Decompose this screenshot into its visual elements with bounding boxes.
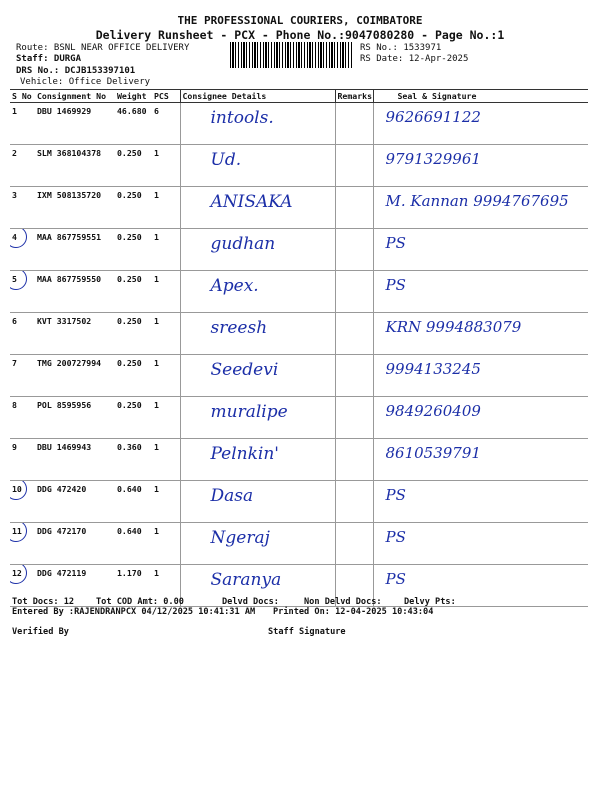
cell-consignment: DDG 472420 <box>35 481 115 523</box>
cell-pcs: 1 <box>152 187 180 229</box>
cell-remarks <box>335 271 373 313</box>
cell-consignment: DBU 1469943 <box>35 439 115 481</box>
delivery-points: Delvy Pts: <box>404 597 456 607</box>
verified-by: Verified By <box>12 627 69 637</box>
cell-sno: 3 <box>10 187 35 229</box>
cell-sno: 12 <box>10 565 35 607</box>
cell-pcs: 6 <box>152 103 180 145</box>
cell-consignee <box>180 313 335 355</box>
table-row <box>10 271 588 313</box>
table-row <box>10 187 588 229</box>
cell-weight: 0.640 <box>115 481 152 523</box>
cell-consignee <box>180 439 335 481</box>
delivered-docs: Delvd Docs: <box>222 597 279 607</box>
cell-weight: 0.250 <box>115 145 152 187</box>
cell-signature <box>373 229 588 271</box>
column-header-weight: Weight <box>115 90 152 103</box>
cell-sno: 11 <box>10 523 35 565</box>
cell-signature <box>373 313 588 355</box>
cell-signature <box>373 187 588 229</box>
cell-sno: 4 <box>10 229 35 271</box>
cell-remarks <box>335 145 373 187</box>
cell-weight: 0.250 <box>115 187 152 229</box>
cell-sno: 5 <box>10 271 35 313</box>
table-row <box>10 103 588 145</box>
handwritten-consignee: Ngeraj <box>210 528 270 548</box>
column-header-consignee: Consignee Details <box>180 90 335 103</box>
cell-pcs: 1 <box>152 145 180 187</box>
handwritten-signature: PS <box>385 234 406 252</box>
cell-remarks <box>335 103 373 145</box>
handwritten-signature: PS <box>385 486 406 504</box>
cell-sno: 9 <box>10 439 35 481</box>
cell-remarks <box>335 187 373 229</box>
cell-pcs: 1 <box>152 229 180 271</box>
table-row <box>10 481 588 523</box>
cell-sno: 6 <box>10 313 35 355</box>
cell-consignee <box>180 229 335 271</box>
company-title: THE PROFESSIONAL COURIERS, COIMBATORE <box>177 14 423 27</box>
cell-consignee <box>180 523 335 565</box>
cell-consignee <box>180 481 335 523</box>
cell-consignment: DBU 1469929 <box>35 103 115 145</box>
cell-sno: 2 <box>10 145 35 187</box>
table-row <box>10 439 588 481</box>
runsheet-subtitle: Delivery Runsheet - PCX - Phone No.:9047080280 - Page No.:1 <box>95 28 505 42</box>
table-row <box>10 313 588 355</box>
handwritten-signature: KRN 9994883079 <box>385 318 522 336</box>
handwritten-consignee: ANISAKA <box>210 192 293 212</box>
cell-consignee <box>180 145 335 187</box>
handwritten-consignee: Dasa <box>210 486 254 506</box>
cell-remarks <box>335 355 373 397</box>
cell-consignee <box>180 271 335 313</box>
column-header-signature: Seal & Signature <box>373 90 588 103</box>
table-row <box>10 355 588 397</box>
cell-remarks <box>335 397 373 439</box>
handwritten-consignee: Ud. <box>210 150 242 170</box>
handwritten-signature: 9994133245 <box>385 360 481 378</box>
handwritten-signature: 9791329961 <box>385 150 481 168</box>
cell-consignment: MAA 867759551 <box>35 229 115 271</box>
handwritten-signature: 9626691122 <box>385 108 481 126</box>
circle-mark <box>10 271 27 291</box>
handwritten-signature: PS <box>385 276 406 294</box>
circle-mark <box>10 523 27 543</box>
cell-signature <box>373 439 588 481</box>
cell-weight: 0.250 <box>115 397 152 439</box>
cell-remarks <box>335 229 373 271</box>
circle-mark <box>10 229 27 249</box>
handwritten-consignee: Seedevi <box>210 360 279 380</box>
cell-consignment: MAA 867759550 <box>35 271 115 313</box>
staff-signature: Staff Signature <box>268 627 346 637</box>
handwritten-consignee: Apex. <box>210 276 259 296</box>
barcode-image <box>230 42 352 68</box>
handwritten-consignee: intools. <box>210 108 274 128</box>
cell-consignment: POL 8595956 <box>35 397 115 439</box>
handwritten-signature: 8610539791 <box>385 444 481 462</box>
cell-pcs: 1 <box>152 271 180 313</box>
cell-weight: 0.250 <box>115 271 152 313</box>
cell-consignment: DDG 472119 <box>35 565 115 607</box>
cell-weight: 0.640 <box>115 523 152 565</box>
table-row <box>10 145 588 187</box>
entered-by: Entered By :RAJENDRANPCX 04/12/2025 10:41:31 AM <box>12 607 256 617</box>
cell-consignee <box>180 103 335 145</box>
handwritten-signature: 9849260409 <box>385 402 481 420</box>
cell-signature <box>373 145 588 187</box>
circle-mark <box>10 565 27 585</box>
cell-weight: 0.250 <box>115 229 152 271</box>
column-header-consignment: Consignment No <box>35 90 115 103</box>
cell-signature <box>373 355 588 397</box>
cell-consignment: SLM 368104378 <box>35 145 115 187</box>
cell-sno: 7 <box>10 355 35 397</box>
cell-consignee <box>180 187 335 229</box>
cell-signature <box>373 397 588 439</box>
handwritten-signature: PS <box>385 570 406 588</box>
circle-mark <box>10 481 27 501</box>
cell-consignment: TMG 200727994 <box>35 355 115 397</box>
handwritten-signature: M. Kannan 9994767695 <box>385 192 569 210</box>
rs-date: RS Date: 12-Apr-2025 <box>360 54 469 64</box>
cell-weight: 46.680 <box>115 103 152 145</box>
cell-weight: 1.170 <box>115 565 152 607</box>
vehicle-label: Vehicle: Office Delivery <box>20 77 151 87</box>
cell-remarks <box>335 481 373 523</box>
staff-label: Staff: DURGA <box>16 54 82 64</box>
table-row <box>10 523 588 565</box>
cell-sno: 1 <box>10 103 35 145</box>
cell-weight: 0.360 <box>115 439 152 481</box>
drs-number: DRS No.: DCJB153397101 <box>16 66 136 76</box>
route-label: Route: BSNL NEAR OFFICE DELIVERY <box>16 43 190 53</box>
cell-pcs: 1 <box>152 439 180 481</box>
table-header-row <box>10 90 588 103</box>
cell-consignee <box>180 397 335 439</box>
cell-pcs: 1 <box>152 397 180 439</box>
handwritten-signature: PS <box>385 528 406 546</box>
non-delivered-docs: Non Delvd Docs: <box>304 597 382 607</box>
cell-sno: 10 <box>10 481 35 523</box>
cell-remarks <box>335 313 373 355</box>
cell-pcs: 1 <box>152 523 180 565</box>
cell-signature <box>373 103 588 145</box>
cell-pcs: 1 <box>152 313 180 355</box>
handwritten-consignee: Pelnkin' <box>210 444 279 464</box>
cell-pcs: 1 <box>152 481 180 523</box>
table-row <box>10 397 588 439</box>
cell-weight: 0.250 <box>115 313 152 355</box>
column-header-remarks: Remarks <box>335 90 373 103</box>
cell-signature <box>373 271 588 313</box>
handwritten-consignee: muralipe <box>210 402 288 422</box>
cell-consignment: IXM 508135720 <box>35 187 115 229</box>
handwritten-consignee: Saranya <box>210 570 282 590</box>
cell-signature <box>373 523 588 565</box>
rs-number: RS No.: 1533971 <box>360 43 442 53</box>
cell-weight: 0.250 <box>115 355 152 397</box>
total-docs: Tot Docs: 12 <box>12 597 75 607</box>
total-cod: Tot COD Amt: 0.00 <box>96 597 184 607</box>
cell-signature <box>373 481 588 523</box>
cell-remarks <box>335 523 373 565</box>
column-header-pcs: PCS <box>152 90 180 103</box>
runsheet-table <box>10 89 588 607</box>
cell-remarks <box>335 439 373 481</box>
cell-sno: 8 <box>10 397 35 439</box>
handwritten-consignee: sreesh <box>210 318 268 338</box>
table-row <box>10 229 588 271</box>
cell-pcs: 1 <box>152 355 180 397</box>
cell-consignee <box>180 355 335 397</box>
cell-consignment: DDG 472170 <box>35 523 115 565</box>
cell-consignment: KVT 3317502 <box>35 313 115 355</box>
column-header-sno: S No <box>10 90 35 103</box>
printed-on: Printed On: 12-04-2025 10:43:04 <box>273 607 434 617</box>
handwritten-consignee: gudhan <box>210 234 276 254</box>
cell-pcs: 1 <box>152 565 180 607</box>
